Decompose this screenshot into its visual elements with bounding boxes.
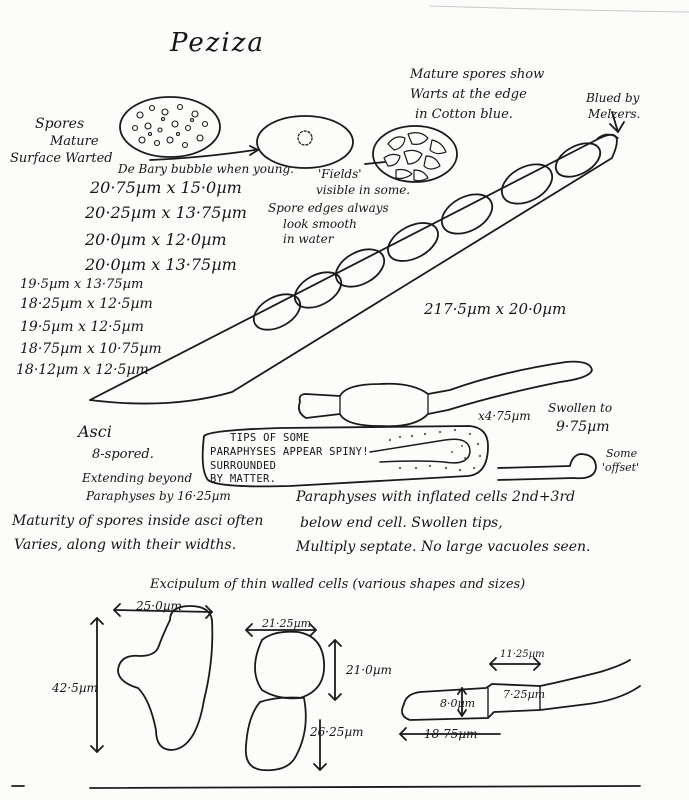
spiny-box-line-4: BY MATTER. [210, 473, 277, 485]
mature-note-line-2: Warts at the edge [410, 87, 527, 102]
swollen-line-2: 9·75µm [556, 419, 610, 435]
spiny-box-line-1: TIPS OF SOME [230, 432, 310, 444]
spore-measurement-7: 19·5µm x 12·5µm [20, 319, 144, 335]
fields-arrow [365, 162, 385, 164]
spore-measurement-4: 20·0µm x 13·75µm [85, 255, 237, 274]
fields-visible-note: visible in some. [316, 183, 411, 197]
debary-arrow [150, 150, 255, 160]
blued-line-1: Blued by [586, 91, 640, 105]
spore-measurement-9: 18·12µm x 12·5µm [16, 362, 149, 378]
debary-note: De Bary bubble when young. [118, 162, 294, 176]
chain-b-label: 8·0µm [440, 697, 476, 710]
spore-measurement-5: 19·5µm x 13·75µm [20, 277, 144, 292]
cell2-height-label: 21·0µm [346, 663, 392, 677]
spore-measurement-1: 20·75µm x 15·0µm [90, 178, 242, 197]
maturity-line-1: Maturity of spores inside asci often [12, 513, 264, 529]
spiny-box-line-2: PARAPHYSES APPEAR SPINY! [210, 446, 369, 458]
mature-note-line-1: Mature spores show [410, 67, 545, 82]
spiny-box-line-3: SURROUNDED [210, 460, 277, 472]
edge-note-line-3: in water [283, 232, 334, 246]
edge-note-line-2: look smooth [283, 217, 357, 231]
edge-note-line-1: Spore edges always [268, 201, 389, 215]
page-title: Peziza [170, 28, 265, 58]
label-surface-warted: Surface Warted [10, 151, 113, 166]
spore-measurement-3: 20·0µm x 12·0µm [85, 230, 227, 249]
label-spores: Spores [35, 116, 85, 132]
fields-label: 'Fields' [318, 167, 362, 181]
paraphyses-desc-1: Paraphyses with inflated cells 2nd+3rd [296, 489, 576, 505]
offset-line-1: Some [606, 447, 638, 460]
spore-measurement-8: 18·75µm x 10·75µm [20, 341, 162, 357]
label-mature: Mature [50, 134, 99, 149]
paraphysis-width: x4·75µm [478, 409, 531, 423]
cell3-height-label: 26·25µm [310, 725, 364, 739]
paraphysis-sketch [299, 362, 592, 427]
excipulum-cell-3 [246, 698, 306, 771]
blued-line-2: Melzers. [588, 107, 641, 121]
spore-measurement-2: 20·25µm x 13·75µm [85, 203, 247, 222]
extending-line-1: Extending beyond [82, 471, 193, 485]
cell1-height-label: 42·5µm [52, 681, 98, 695]
ascus-size: 217·5µm x 20·0µm [424, 300, 567, 318]
bottom-rule [90, 786, 640, 788]
chain-a-label: 11·25µm [500, 649, 545, 660]
young-spore-sketch [257, 116, 353, 168]
chain-length-label: 18·75µm [424, 727, 478, 741]
chain-c-label: 7·25µm [503, 688, 546, 701]
warted-spore-sketch [120, 97, 220, 157]
paraphyses-desc-3: Multiply septate. No large vacuoles seen. [296, 539, 591, 555]
offset-line-2: 'offset' [602, 461, 640, 474]
cell2-width-label: 21·25µm [262, 617, 312, 630]
offset-tip-sketch [498, 454, 596, 480]
swollen-line-1: Swollen to [548, 401, 613, 415]
mature-note-line-3: in Cotton blue. [415, 107, 513, 122]
extending-line-2: Paraphyses by 16·25µm [86, 489, 231, 503]
cell1-width-label: 25·0µm [136, 599, 182, 613]
excipulum-heading: Excipulum of thin walled cells (various shapes and sizes) [150, 577, 526, 592]
paper-top-edge [430, 6, 689, 12]
spore-measurement-6: 18·25µm x 12·5µm [20, 296, 153, 312]
asci-label: Asci [78, 422, 112, 441]
eight-spored: 8-spored. [92, 447, 154, 462]
excipulum-cell-1 [118, 606, 212, 750]
excipulum-cell-2 [255, 632, 324, 699]
paraphyses-desc-2: below end cell. Swollen tips, [300, 515, 503, 531]
fields-spore-sketch [373, 126, 457, 182]
maturity-line-2: Varies, along with their widths. [14, 537, 237, 553]
